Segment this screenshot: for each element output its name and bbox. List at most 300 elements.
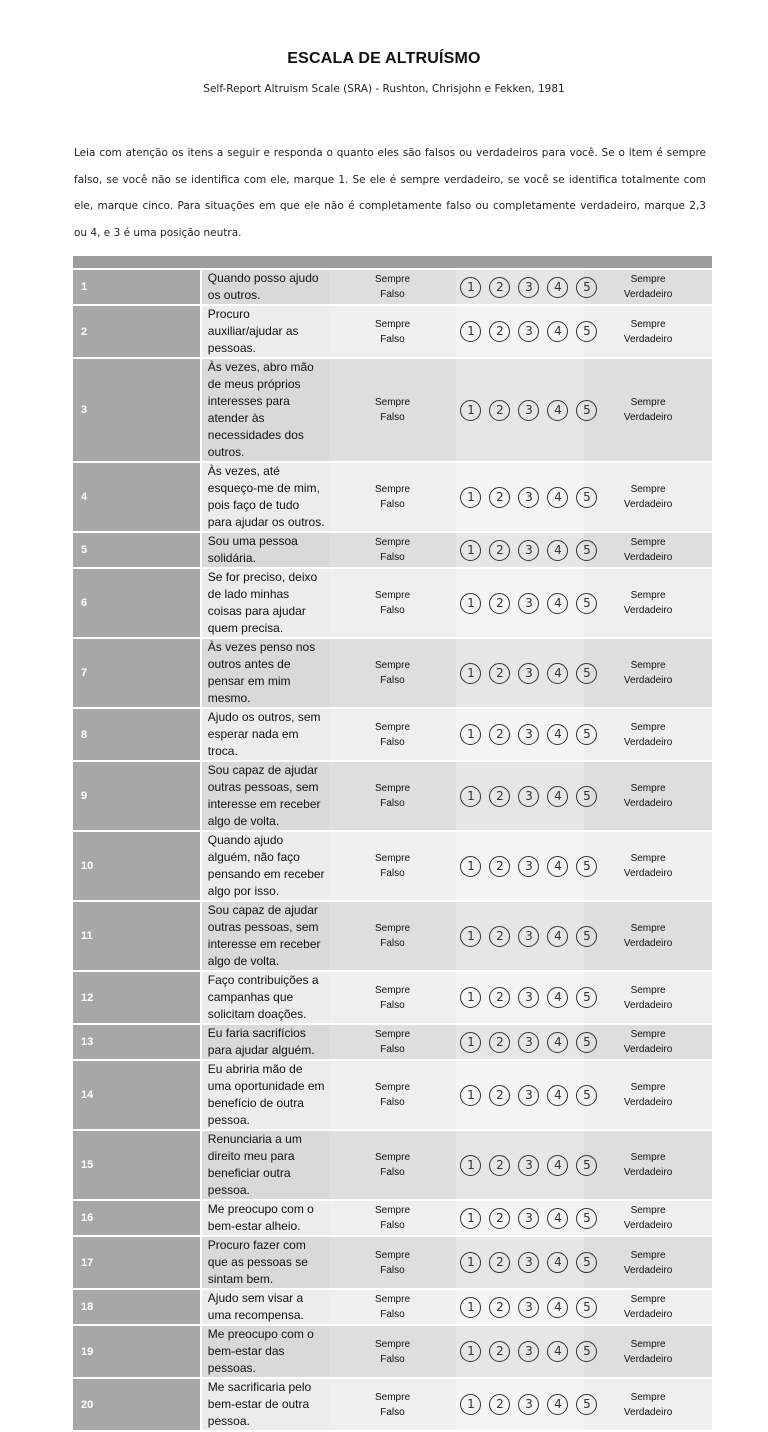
scale-option-2[interactable]: 2 [489, 1032, 510, 1053]
scale-left-label [329, 269, 457, 305]
item-number: 2 [73, 305, 201, 358]
scale-option-3[interactable]: 3 [518, 1032, 539, 1053]
scale-left-label-line1: Sempre [374, 721, 410, 733]
scale-options [456, 1236, 591, 1289]
table-row [73, 1289, 712, 1325]
table-row [73, 1325, 712, 1378]
scale-right-label-line2: Verdadeiro [623, 1097, 673, 1108]
scale-option-3[interactable]: 3 [518, 487, 539, 508]
item-text: Me preocupo com o bem-estar alheio. [201, 1200, 329, 1236]
scale-option-4[interactable]: 4 [547, 1394, 568, 1415]
scale-right-label-line1: Sempre [630, 783, 666, 794]
scale-option-4[interactable]: 4 [547, 400, 568, 421]
scale-left-label [329, 1200, 457, 1236]
scale-left-label-line1: Sempre [374, 923, 410, 934]
scale-option-4[interactable]: 4 [547, 321, 568, 342]
scale-option-2[interactable]: 2 [489, 1341, 510, 1362]
scale-left-label [329, 462, 457, 532]
scale-right-label-line1: Sempre [630, 721, 666, 733]
table-row [73, 1378, 712, 1431]
item-number: 12 [73, 971, 201, 1024]
scale-left-label-line2: Falso [380, 938, 405, 949]
scale-right-label-line1: Sempre [630, 1294, 666, 1305]
scale-option-3[interactable]: 3 [518, 1394, 539, 1415]
scale-left-label [329, 761, 457, 831]
scale-option-4[interactable]: 4 [547, 277, 568, 298]
item-number: 17 [73, 1236, 201, 1289]
scale-option-5[interactable]: 5 [576, 926, 597, 947]
scale-right-label-line2: Verdadeiro [623, 333, 673, 345]
scale-options [456, 901, 591, 971]
scale-option-4[interactable]: 4 [547, 987, 568, 1008]
scale-option-3[interactable]: 3 [518, 1208, 539, 1229]
scale-option-4[interactable]: 4 [547, 1252, 568, 1273]
item-number: 15 [73, 1130, 201, 1200]
item-text: Quando ajudo alguém, não faço pensando em receber algo por isso. [201, 831, 329, 901]
scale-option-1[interactable]: 1 [460, 1394, 481, 1415]
scale-option-2[interactable]: 2 [489, 540, 510, 561]
scale-option-5[interactable]: 5 [576, 786, 597, 807]
scale-option-1[interactable]: 1 [460, 277, 481, 298]
scale-right-label [584, 1130, 712, 1200]
table-row [73, 462, 712, 532]
scale-right-label-line1: Sempre [630, 923, 666, 934]
table-row [73, 532, 712, 568]
scale-right-label-line2: Verdadeiro [623, 1167, 673, 1178]
table-row [73, 708, 712, 761]
scale-left-label [329, 532, 457, 568]
item-number: 5 [73, 532, 201, 568]
scale-option-3[interactable]: 3 [518, 1252, 539, 1273]
scale-right-label [584, 568, 712, 638]
scale-left-label-line1: Sempre [374, 1338, 410, 1350]
scale-option-4[interactable]: 4 [547, 1208, 568, 1229]
scale-right-label [584, 1200, 712, 1236]
scale-right-label-line2: Verdadeiro [623, 1044, 673, 1055]
scale-right-label [584, 761, 712, 831]
scale-options [456, 1378, 591, 1431]
item-text: Procuro fazer com que as pessoas se sintam bem. [201, 1236, 329, 1289]
scale-options [456, 831, 591, 901]
scale-option-3[interactable]: 3 [518, 987, 539, 1008]
scale-option-2[interactable]: 2 [489, 277, 510, 298]
scale-option-2[interactable]: 2 [489, 724, 510, 745]
scale-right-label [584, 1378, 712, 1431]
scale-left-label-line2: Falso [380, 1097, 405, 1108]
scale-option-1[interactable]: 1 [460, 1252, 481, 1273]
item-text: Às vezes, abro mão de meus próprios interesses para atender às necessidades dos outros. [201, 358, 329, 462]
scale-right-label [584, 358, 712, 462]
scale-options [456, 1024, 591, 1060]
scale-option-3[interactable]: 3 [518, 321, 539, 342]
scale-option-3[interactable]: 3 [518, 277, 539, 298]
item-text: Sou capaz de ajudar outras pessoas, sem interesse em receber algo de volta. [201, 761, 329, 831]
scale-left-label-line2: Falso [380, 552, 405, 563]
scale-left-label [329, 1289, 457, 1325]
scale-options [456, 708, 591, 761]
scale-option-1[interactable]: 1 [460, 1032, 481, 1053]
item-number: 16 [73, 1200, 201, 1236]
scale-left-label [329, 1378, 457, 1431]
scale-right-label-line2: Verdadeiro [623, 1220, 673, 1231]
scale-options [456, 1130, 591, 1200]
scale-option-5[interactable]: 5 [576, 540, 597, 561]
table-row [73, 1024, 712, 1060]
scale-option-5[interactable]: 5 [576, 1208, 597, 1229]
scale-right-label-line1: Sempre [630, 1338, 666, 1350]
scale-right-label [584, 1060, 712, 1130]
scale-left-label-line2: Falso [380, 1309, 405, 1320]
item-text: Sou capaz de ajudar outras pessoas, sem interesse em receber algo de volta. [201, 901, 329, 971]
table-row [73, 901, 712, 971]
scale-option-2[interactable]: 2 [489, 593, 510, 614]
item-text: Renunciaria a um direito meu para beneficiar outra pessoa. [201, 1130, 329, 1200]
scale-right-label-line1: Sempre [630, 660, 666, 671]
scale-option-2[interactable]: 2 [489, 786, 510, 807]
scale-options [456, 1325, 591, 1378]
scale-options [456, 532, 591, 568]
scale-option-1[interactable]: 1 [460, 786, 481, 807]
scale-option-1[interactable]: 1 [460, 540, 481, 561]
scale-left-label-line1: Sempre [374, 660, 410, 671]
scale-right-label-line2: Verdadeiro [623, 1264, 673, 1276]
scale-option-1[interactable]: 1 [460, 1085, 481, 1106]
scale-right-label-line2: Verdadeiro [623, 1353, 673, 1365]
scale-right-label-line2: Verdadeiro [623, 938, 673, 949]
scale-option-2[interactable]: 2 [489, 1085, 510, 1106]
scale-option-4[interactable]: 4 [547, 1085, 568, 1106]
scale-option-3[interactable]: 3 [518, 400, 539, 421]
scale-option-3[interactable]: 3 [518, 540, 539, 561]
scale-option-4[interactable]: 4 [547, 1155, 568, 1176]
item-number: 9 [73, 761, 201, 831]
scale-left-label [329, 1060, 457, 1130]
scale-right-label-line1: Sempre [630, 590, 666, 601]
scale-left-label-line1: Sempre [374, 590, 410, 601]
scale-option-2[interactable]: 2 [489, 1394, 510, 1415]
scale-left-label [329, 901, 457, 971]
scale-option-2[interactable]: 2 [489, 321, 510, 342]
item-text: Se for preciso, deixo de lado minhas coisas para ajudar quem precisa. [201, 568, 329, 638]
scale-option-2[interactable]: 2 [489, 400, 510, 421]
scale-option-4[interactable]: 4 [547, 540, 568, 561]
scale-options [456, 638, 591, 708]
scale-right-label-line1: Sempre [630, 853, 666, 864]
scale-option-5[interactable]: 5 [576, 724, 597, 745]
scale-option-3[interactable]: 3 [518, 926, 539, 947]
scale-options [456, 1200, 591, 1236]
scale-option-1[interactable]: 1 [460, 663, 481, 684]
scale-right-label-line2: Verdadeiro [623, 552, 673, 563]
scale-option-5[interactable]: 5 [576, 1032, 597, 1053]
scale-option-4[interactable]: 4 [547, 1297, 568, 1318]
scale-option-3[interactable]: 3 [518, 856, 539, 877]
scale-left-label [329, 1236, 457, 1289]
scale-left-label-line1: Sempre [374, 1029, 410, 1040]
scale-right-label-line2: Verdadeiro [623, 736, 673, 748]
scale-option-5[interactable]: 5 [576, 1341, 597, 1362]
scale-right-label-line1: Sempre [630, 1249, 666, 1261]
scale-option-2[interactable]: 2 [489, 1208, 510, 1229]
scale-option-3[interactable]: 3 [518, 1155, 539, 1176]
scale-right-label [584, 462, 712, 532]
scale-left-label-line2: Falso [380, 1220, 405, 1231]
scale-option-2[interactable]: 2 [489, 1155, 510, 1176]
scale-option-2[interactable]: 2 [489, 663, 510, 684]
scale-option-1[interactable]: 1 [460, 724, 481, 745]
item-number: 8 [73, 708, 201, 761]
scale-right-label-line2: Verdadeiro [623, 605, 673, 616]
scale-option-1[interactable]: 1 [460, 487, 481, 508]
scale-left-label [329, 638, 457, 708]
scale-left-label-line2: Falso [380, 798, 405, 809]
scale-option-4[interactable]: 4 [547, 856, 568, 877]
scale-left-label-line2: Falso [380, 1264, 405, 1276]
item-number: 18 [73, 1289, 201, 1325]
scale-right-label [584, 1325, 712, 1378]
scale-options [456, 269, 591, 305]
scale-left-label-line1: Sempre [374, 1249, 410, 1261]
scale-left-label-line1: Sempre [374, 853, 410, 864]
table-row [73, 1060, 712, 1130]
scale-right-label-line1: Sempre [630, 484, 666, 495]
scale-left-label-line1: Sempre [374, 1391, 410, 1403]
scale-option-4[interactable]: 4 [547, 1341, 568, 1362]
scale-option-2[interactable]: 2 [489, 926, 510, 947]
scale-left-label-line2: Falso [380, 1044, 405, 1055]
scale-option-5[interactable]: 5 [576, 321, 597, 342]
item-text: Me sacrificaria pelo bem-estar de outra pessoa. [201, 1378, 329, 1431]
scale-option-5[interactable]: 5 [576, 593, 597, 614]
item-number: 13 [73, 1024, 201, 1060]
scale-right-label-line1: Sempre [630, 397, 666, 408]
scale-option-5[interactable]: 5 [576, 987, 597, 1008]
table-row [73, 305, 712, 358]
table-row [73, 1130, 712, 1200]
scale-option-5[interactable]: 5 [576, 277, 597, 298]
scale-options [456, 1060, 591, 1130]
scale-option-4[interactable]: 4 [547, 663, 568, 684]
scale-right-label-line2: Verdadeiro [623, 1406, 673, 1418]
item-text: Procuro auxiliar/ajudar as pessoas. [201, 305, 329, 358]
scale-right-label-line2: Verdadeiro [623, 675, 673, 686]
table-row [73, 269, 712, 305]
scale-right-label-line1: Sempre [630, 274, 666, 285]
scale-left-label-line2: Falso [380, 675, 405, 686]
scale-option-5[interactable]: 5 [576, 1085, 597, 1106]
scale-left-label [329, 708, 457, 761]
scale-right-label-line1: Sempre [630, 984, 666, 996]
scale-right-label-line2: Verdadeiro [623, 412, 673, 423]
scale-options [456, 1289, 591, 1325]
scale-left-label [329, 358, 457, 462]
item-number: 10 [73, 831, 201, 901]
scale-option-5[interactable]: 5 [576, 1297, 597, 1318]
scale-right-label [584, 532, 712, 568]
scale-left-label [329, 1130, 457, 1200]
scale-option-5[interactable]: 5 [576, 1394, 597, 1415]
scale-option-3[interactable]: 3 [518, 1085, 539, 1106]
scale-option-2[interactable]: 2 [489, 987, 510, 1008]
scale-left-label-line2: Falso [380, 1406, 405, 1418]
scale-option-1[interactable]: 1 [460, 1208, 481, 1229]
scale-right-label [584, 638, 712, 708]
scale-option-4[interactable]: 4 [547, 926, 568, 947]
scale-left-label-line2: Falso [380, 289, 405, 300]
scale-option-5[interactable]: 5 [576, 1252, 597, 1273]
scale-left-label-line1: Sempre [374, 1205, 410, 1216]
scale-left-label-line1: Sempre [374, 783, 410, 794]
scale-left-label-line2: Falso [380, 1353, 405, 1365]
scale-options [456, 971, 591, 1024]
scale-option-4[interactable]: 4 [547, 487, 568, 508]
scale-left-label-line1: Sempre [374, 318, 410, 330]
scale-right-label [584, 1289, 712, 1325]
scale-left-label-line1: Sempre [374, 484, 410, 495]
item-number: 3 [73, 358, 201, 462]
scale-option-4[interactable]: 4 [547, 1032, 568, 1053]
table-row [73, 638, 712, 708]
scale-left-label-line1: Sempre [374, 1082, 410, 1093]
page-subtitle: Self-Report Altruism Scale (SRA) - Rushton, Chrisjohn e Fekken, 1981 [203, 83, 565, 95]
scale-option-5[interactable]: 5 [576, 663, 597, 684]
scale-left-label [329, 831, 457, 901]
table-row [73, 1236, 712, 1289]
item-text: Quando posso ajudo os outros. [201, 269, 329, 305]
item-number: 14 [73, 1060, 201, 1130]
table-row [73, 358, 712, 462]
scale-option-5[interactable]: 5 [576, 400, 597, 421]
scale-left-label [329, 1024, 457, 1060]
scale-left-label-line1: Sempre [374, 537, 410, 548]
item-text: Eu faria sacrifícios para ajudar alguém. [201, 1024, 329, 1060]
table-header-cell [73, 256, 712, 269]
scale-option-1[interactable]: 1 [460, 987, 481, 1008]
scale-options [456, 761, 591, 831]
scale-right-label [584, 831, 712, 901]
page-title: ESCALA DE ALTRUÍSMO [287, 50, 481, 67]
scale-option-2[interactable]: 2 [489, 1297, 510, 1318]
scale-option-3[interactable]: 3 [518, 1297, 539, 1318]
item-text: Às vezes penso nos outros antes de pensar em mim mesmo. [201, 638, 329, 708]
item-text: Ajudo sem visar a uma recompensa. [201, 1289, 329, 1325]
scale-right-label-line2: Verdadeiro [623, 1309, 673, 1320]
item-text: Eu abriria mão de uma oportunidade em benefício de outra pessoa. [201, 1060, 329, 1130]
altruism-scale-table [73, 256, 712, 1432]
scale-table-body [73, 256, 712, 1431]
scale-right-label [584, 305, 712, 358]
scale-right-label-line1: Sempre [630, 1205, 666, 1216]
scale-left-label-line1: Sempre [374, 274, 410, 285]
scale-right-label-line1: Sempre [630, 318, 666, 330]
scale-option-5[interactable]: 5 [576, 487, 597, 508]
scale-option-5[interactable]: 5 [576, 1155, 597, 1176]
scale-option-2[interactable]: 2 [489, 487, 510, 508]
scale-option-1[interactable]: 1 [460, 856, 481, 877]
scale-left-label-line2: Falso [380, 333, 405, 345]
scale-option-3[interactable]: 3 [518, 724, 539, 745]
scale-option-5[interactable]: 5 [576, 856, 597, 877]
item-text: Sou uma pessoa solidária. [201, 532, 329, 568]
scale-option-1[interactable]: 1 [460, 593, 481, 614]
table-row [73, 1200, 712, 1236]
scale-options [456, 305, 591, 358]
scale-option-3[interactable]: 3 [518, 593, 539, 614]
item-number: 20 [73, 1378, 201, 1431]
item-number: 1 [73, 269, 201, 305]
scale-right-label-line1: Sempre [630, 1391, 666, 1403]
scale-right-label [584, 1236, 712, 1289]
item-text: Ajudo os outros, sem esperar nada em troca. [201, 708, 329, 761]
scale-right-label-line2: Verdadeiro [623, 798, 673, 809]
scale-option-1[interactable]: 1 [460, 1297, 481, 1318]
scale-right-label-line1: Sempre [630, 537, 666, 548]
scale-options [456, 462, 591, 532]
scale-right-label-line2: Verdadeiro [623, 289, 673, 300]
scale-right-label [584, 708, 712, 761]
scale-left-label-line1: Sempre [374, 397, 410, 408]
table-header-bar [73, 256, 712, 269]
scale-left-label [329, 568, 457, 638]
scale-right-label [584, 971, 712, 1024]
scale-left-label-line2: Falso [380, 868, 405, 879]
scale-option-2[interactable]: 2 [489, 856, 510, 877]
scale-right-label-line1: Sempre [630, 1029, 666, 1040]
scale-option-1[interactable]: 1 [460, 400, 481, 421]
scale-right-label-line2: Verdadeiro [623, 499, 673, 510]
scale-right-label [584, 901, 712, 971]
item-number: 6 [73, 568, 201, 638]
scale-left-label-line2: Falso [380, 999, 405, 1011]
scale-right-label-line2: Verdadeiro [623, 868, 673, 879]
scale-left-label-line2: Falso [380, 605, 405, 616]
item-number: 7 [73, 638, 201, 708]
scale-option-4[interactable]: 4 [547, 786, 568, 807]
scale-option-1[interactable]: 1 [460, 321, 481, 342]
table-row [73, 971, 712, 1024]
scale-left-label-line2: Falso [380, 736, 405, 748]
scale-option-4[interactable]: 4 [547, 724, 568, 745]
scale-option-3[interactable]: 3 [518, 1341, 539, 1362]
item-number: 19 [73, 1325, 201, 1378]
scale-left-label-line2: Falso [380, 1167, 405, 1178]
scale-left-label [329, 305, 457, 358]
scale-options [456, 358, 591, 462]
instructions-paragraph: Leia com atenção os itens a seguir e responda o quanto eles são falsos ou verdadeiros para você. Se o item é sempre falso, se você não se identifica com ele, marque 1. Se ele é sempre verdadeiro, se você se identifica totalmente com ele, marque cinco. Para situações em que ele não é completamente falso ou completamente verdadeiro, marque 2,3 ou 4, e 3 é uma posição neutra. [74, 147, 706, 239]
scale-option-1[interactable]: 1 [460, 926, 481, 947]
scale-left-label [329, 971, 457, 1024]
scale-left-label-line1: Sempre [374, 984, 410, 996]
scale-right-label-line2: Verdadeiro [623, 999, 673, 1011]
table-row [73, 831, 712, 901]
scale-right-label-line1: Sempre [630, 1152, 666, 1163]
scale-left-label-line1: Sempre [374, 1152, 410, 1163]
scale-option-4[interactable]: 4 [547, 593, 568, 614]
item-text: Me preocupo com o bem-estar das pessoas. [201, 1325, 329, 1378]
scale-option-2[interactable]: 2 [489, 1252, 510, 1273]
scale-left-label-line1: Sempre [374, 1294, 410, 1305]
scale-option-3[interactable]: 3 [518, 786, 539, 807]
scale-left-label-line2: Falso [380, 499, 405, 510]
scale-right-label-line1: Sempre [630, 1082, 666, 1093]
scale-option-1[interactable]: 1 [460, 1155, 481, 1176]
item-number: 4 [73, 462, 201, 532]
scale-option-3[interactable]: 3 [518, 663, 539, 684]
item-number: 11 [73, 901, 201, 971]
table-row [73, 761, 712, 831]
scale-options [456, 568, 591, 638]
scale-option-1[interactable]: 1 [460, 1341, 481, 1362]
